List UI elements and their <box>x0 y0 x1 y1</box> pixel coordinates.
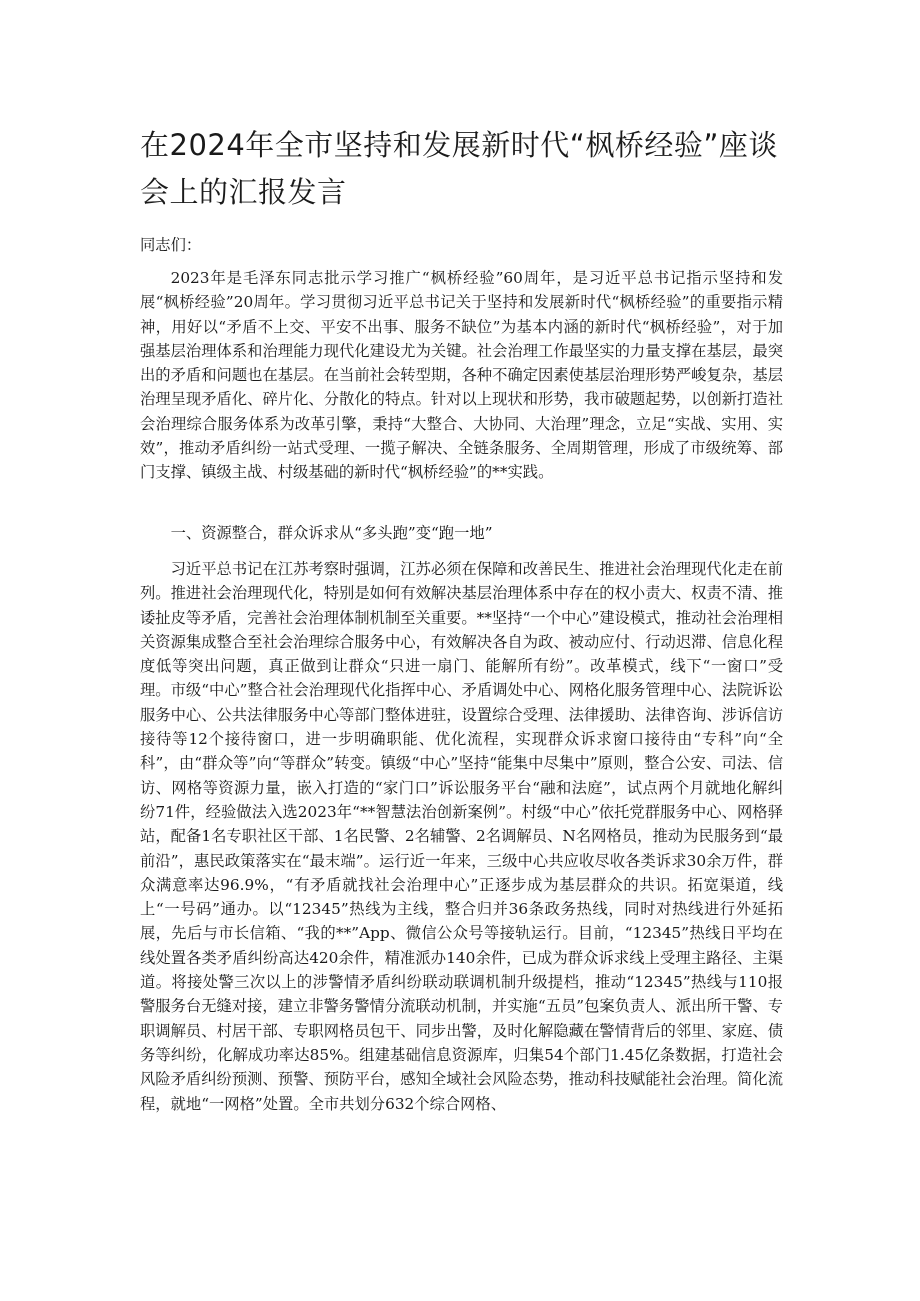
document-title: 在2024年全市坚持和发展新时代“枫桥经验”座谈会上的汇报发言 <box>140 128 778 209</box>
section-heading: 一、资源整合，群众诉求从“多头跑”变“跑一地” <box>170 524 493 542</box>
salutation: 同志们： <box>140 236 202 254</box>
intro-paragraph: 2023年是毛泽东同志批示学习推广“枫桥经验”60周年，是习近平总书记指示坚持和发展“枫桥经验”20周年。学习贯彻习近平总书记关于坚持和发展新时代“枫桥经验”的重要指示精神，用好以“矛盾不上交、平安不出事、服务不缺位”为基本内涵的新时代“枫桥经验”，对于加强基层治理体系和治理能力现代化建设尤为关键。社会治理工作最坚实的力量支撑在基层，最突出的矛盾和问题也在基层。在当前社会转型期，各种不确定因素使基层治理形势严峻复杂，基层治理呈现矛盾化、碎片化、分散化的特点。针对以上现状和形势，我市破题起势，以创新打造社会治理综合服务体系为改革引擎，秉持“大整合、大协同、大治理”理念，立足“实战、实用、实效”，推动矛盾纠纷一站式受理、一揽子解决、全链条服务、全周期管理，形成了市级统筹、部门支撑、镇级主战、村级基础的新时代“枫桥经验”的**实践。 <box>140 269 783 482</box>
section-paragraph: 习近平总书记在江苏考察时强调，江苏必须在保障和改善民生、推进社会治理现代化走在前列。推进社会治理现代化，特别是如何有效解决基层治理体系中存在的权小责大、权责不清、推诿扯皮等矛盾，完善社会治理体制机制至关重要。**坚持“一个中心”建设模式，推动社会治理相关资源集成整合至社会治理综合服务中心，有效解决各自为政、被动应付、行动迟滞、信息化程度低等突出问题，真正做到让群众“只进一扇门、能解所有纷”。改革模式，线下“一窗口”受理。市级“中心”整合社会治理现代化指挥中心、矛盾调处中心、网格化服务管理中心、法院诉讼服务中心、公共法律服务中心等部门整体进驻，设置综合受理、法律援助、法律咨询、涉诉信访接待等12个接待窗口，进一步明确职能、优化流程，实现群众诉求窗口接待由“专科”向“全科”，由“群众等”向“等群众”转变。镇级“中心”坚持“能集中尽集中”原则，整合公安、司法、信访、网格等资源力量，嵌入打造的“家门口”诉讼服务平台“融和法庭”，试点两个月就地化解纠纷71件，经验做法入选2023年“**智慧法治创新案例”。村级“中心”依托党群服务中心、网格驿站，配备1名专职社区干部、1名民警、2名辅警、2名调解员、N名网格员，推动为民服务到“最前沿”，惠民政策落实在“最末端”。运行近一年来，三级中心共应收尽收各类诉求30余万件，群众满意率达96.9%，“有矛盾就找社会治理中心”正逐步成为基层群众的共识。拓宽渠道，线上“一号码”通办。以“12345”热线为主线，整合归并36条政务热线，同时对热线进行外延拓展，先后与市长信箱、“我的**”App、微信公众号等接轨运行。目前，“12345”热线日平均在线处置各类矛盾纠纷高达420余件，精准派办140余件，已成为群众诉求线上受理主路径、主渠道。将接处警三次以上的涉警情矛盾纠纷联动联调机制升级提档，推动“12345”热线与110报警服务台无缝对接，建立非警务警情分流联动机制，并实施“五员”包案负责人、派出所干警、专职调解员、村居干部、专职网格员包干、同步出警，及时化解隐藏在警情背后的邻里、家庭、债务等纠纷，化解成功率达85%。组建基础信息资源库，归集54个部门1.45亿条数据，打造社会风险矛盾纠纷预测、预警、预防平台，感知全域社会风险态势，推动科技赋能社会治理。简化流程，就地“一网格”处置。全市共划分632个综合网格、 <box>140 560 783 1113</box>
